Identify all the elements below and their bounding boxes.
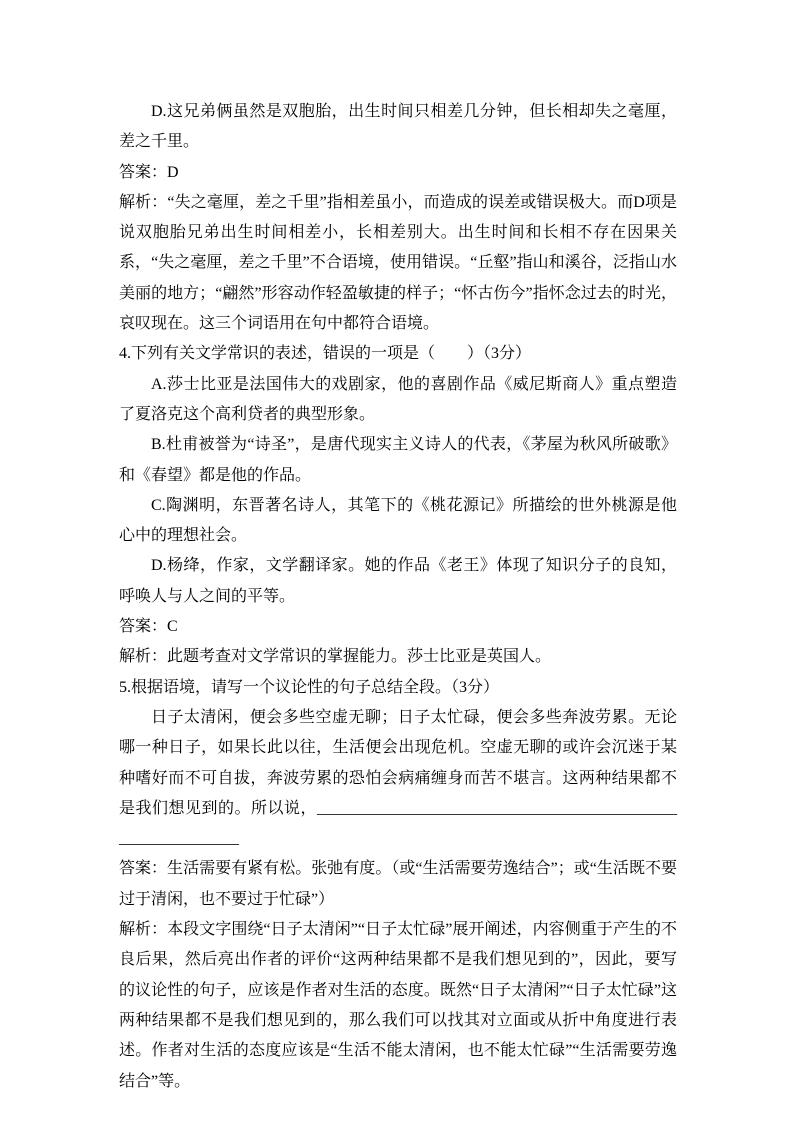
question5-analysis: 解析：本段文字围绕“日子太清闲”“日子太忙碌”展开阐述，内容侧重于产生的不良后果，然后亮出作者的评价“这两种结果都不是我们想见到的”，因此，要写的议论性的句子，应该是作者对生活的态度。既然“日子太清闲”“日子太忙碌”这两种结果都不是我们想见到的，那么我们可以找其对立面或从折中角度进行表述。作者对生活的态度应该是“生活不能太清闲，也不能太忙碌”“生活需要劳逸结合”等。 — [119, 921, 677, 1090]
question5-passage-with-blank: 日子太清闲，便会多些空虚无聊；日子太忙碌，便会多些奔波劳累。无论哪一种日子，如果长此以往，生活便会出现危机。空虚无聊的或许会沉迷于某种嗜好而不可自拔，奔波劳累的恐怕会病痛缠身而苦不堪言。这两种结果都不是我们想见到的。所以说，____________________________________________________________ — [119, 708, 677, 848]
question4-option-d: D.杨绛，作家，文学翻译家。她的作品《老王》体现了知识分子的良知，呼唤人与人之间的平等。 — [119, 557, 677, 605]
question4-option-c: C.陶渊明，东晋著名诗人，其笔下的《桃花源记》所描绘的世外桃源是他心中的理想社会。 — [119, 496, 677, 545]
question3-option-d: D.这兄弟俩虽然是双胞胎，出生时间只相差几分钟，但长相却失之毫厘，差之千里。 — [119, 103, 677, 151]
question4-option-b: B.杜甫被誉为“诗圣”，是唐代现实主义诗人的代表，《茅屋为秋风所破歌》和《春望》都是他的作品。 — [119, 436, 677, 484]
question3-analysis: 解析：“失之毫厘，差之千里”指相差虽小，而造成的误差或错误极大。而D项是说双胞胎兄弟出生时间相差小，长相差别大。出生时间和长相不存在因果关系，“失之毫厘，差之千里”不合语境，使用错误。“丘壑”指山和溪谷，泛指山水美丽的地方；“翩然”形容动作轻盈敏捷的样子；“怀古伤今”指怀念过去的时光，哀叹现在。这三个词语用在句中都符合语境。 — [119, 193, 677, 333]
question3-answer: 答案：D — [119, 163, 179, 181]
question4-stem: 4.下列有关文学常识的表述，错误的一项是（ ）（3分） — [119, 345, 532, 363]
question5-answer: 答案：生活需要有紧有松。张弛有度。（或“生活需要劳逸结合”；或“生活既不要过于清闲，也不要过于忙碌”） — [119, 860, 677, 908]
question4-analysis: 解析：此题考查对文学常识的掌握能力。莎士比亚是英国人。 — [119, 648, 552, 666]
question5-stem: 5.根据语境，请写一个议论性的句子总结全段。（3分） — [119, 678, 500, 696]
exam-text-block — [119, 97, 677, 1097]
question4-option-a: A.莎士比亚是法国伟大的戏剧家，他的喜剧作品《威尼斯商人》重点塑造了夏洛克这个高利贷者的典型形象。 — [119, 375, 677, 423]
question4-answer: 答案：C — [119, 618, 178, 636]
